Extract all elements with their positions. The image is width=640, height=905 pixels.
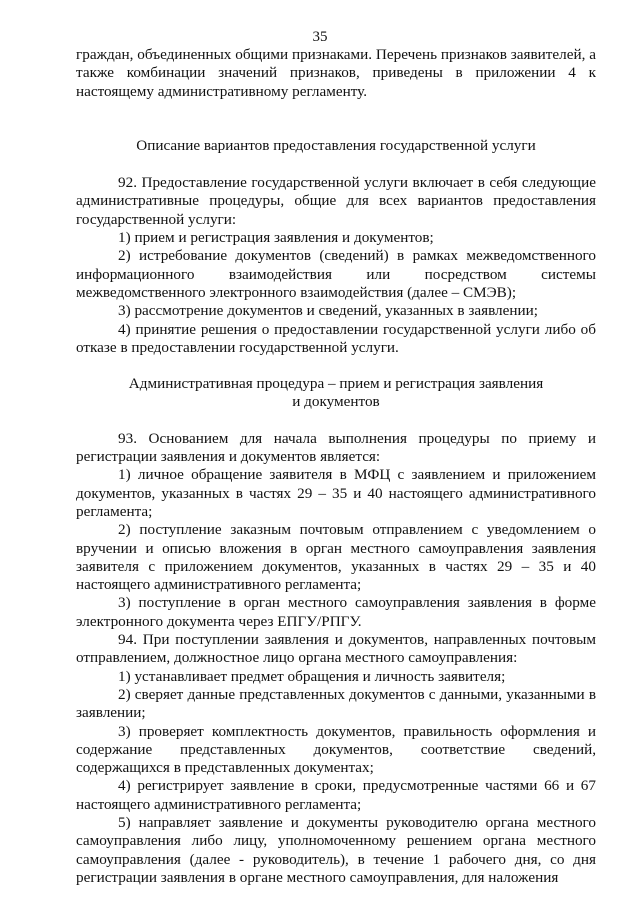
page-number: 35 [312,29,328,45]
list-item-93-1: 1) личное обращение заявителя в МФЦ с заявлением и приложением документов, указанных в частях 29 – 35 и 40 настоящего административного регламента; [76,466,596,520]
list-item-94-1: 1) устанавливает предмет обращения и личность заявителя; [118,667,506,685]
document-body [76,46,596,887]
list-item-94-2: 2) сверяет данные представленных документов с данными, указанными в заявлении; [76,685,596,722]
list-item-94-4: 4) регистрирует заявление в сроки, предусмотренные частями 66 и 67 настоящего административного регламента; [76,777,596,813]
section-heading-variants: Описание вариантов предоставления государственной услуги [136,136,536,154]
list-item-93-3: 3) поступление в орган местного самоуправления заявления в форме электронного документа через ЕПГУ/РПГУ. [76,594,596,630]
list-item-92-1: 1) прием и регистрация заявления и документов; [118,229,434,247]
paragraph-93-lead: 93. Основанием для начала выполнения процедуры по приему и регистрации заявления и документов является: [76,429,596,466]
list-item-93-2: 2) поступление заказным почтовым отправлением с уведомлением о вручении и описью вложения в орган местного самоуправления заявления заявителя с приложением документов, указанных в частях 29 – 35 и 40 настоящего административного регламента; [76,521,596,594]
list-item-94-3: 3) проверяет комплектность документов, правильность оформления и содержание представленных документов, соответствие сведений, содержащихся в представленных документах; [76,722,596,777]
paragraph-92-lead: 92. Предоставление государственной услуги включает в себя следующие административные процедуры, общие для всех вариантов предоставления государственной услуги: [76,174,596,228]
paragraph-intro: граждан, объединенных общими признаками. Перечень признаков заявителей, а также комбинации значений признаков, приведены в приложении 4 к настоящему административному регламенту. [76,46,596,100]
section-heading-procedure-line-1: Административная процедура – прием и регистрация заявления [128,375,544,393]
list-item-94-5: 5) направляет заявление и документы руководителю органа местного самоуправления либо лицу, уполномоченному решением органа местного самоуправления (далее - руководитель), в течение 1 рабочего дня, со дня регистрации заявления в органе местного самоуправления, для наложения [76,813,596,886]
section-heading-procedure-line-2: и документов [292,393,380,411]
list-item-92-2: 2) истребование документов (сведений) в рамках межведомственного информационного взаимодействия или посредством системы межведомственного электронного взаимодействия (далее – СМЭВ); [76,247,596,301]
list-item-92-3: 3) рассмотрение документов и сведений, указанных в заявлении; [118,302,538,320]
section-heading-procedure [76,375,596,412]
list-item-92-4: 4) принятие решения о предоставлении государственной услуги либо об отказе в предоставлении государственной услуги. [76,320,596,356]
paragraph-94-lead: 94. При поступлении заявления и документов, направленных почтовым отправлением, должностное лицо органа местного самоуправления: [76,631,596,667]
